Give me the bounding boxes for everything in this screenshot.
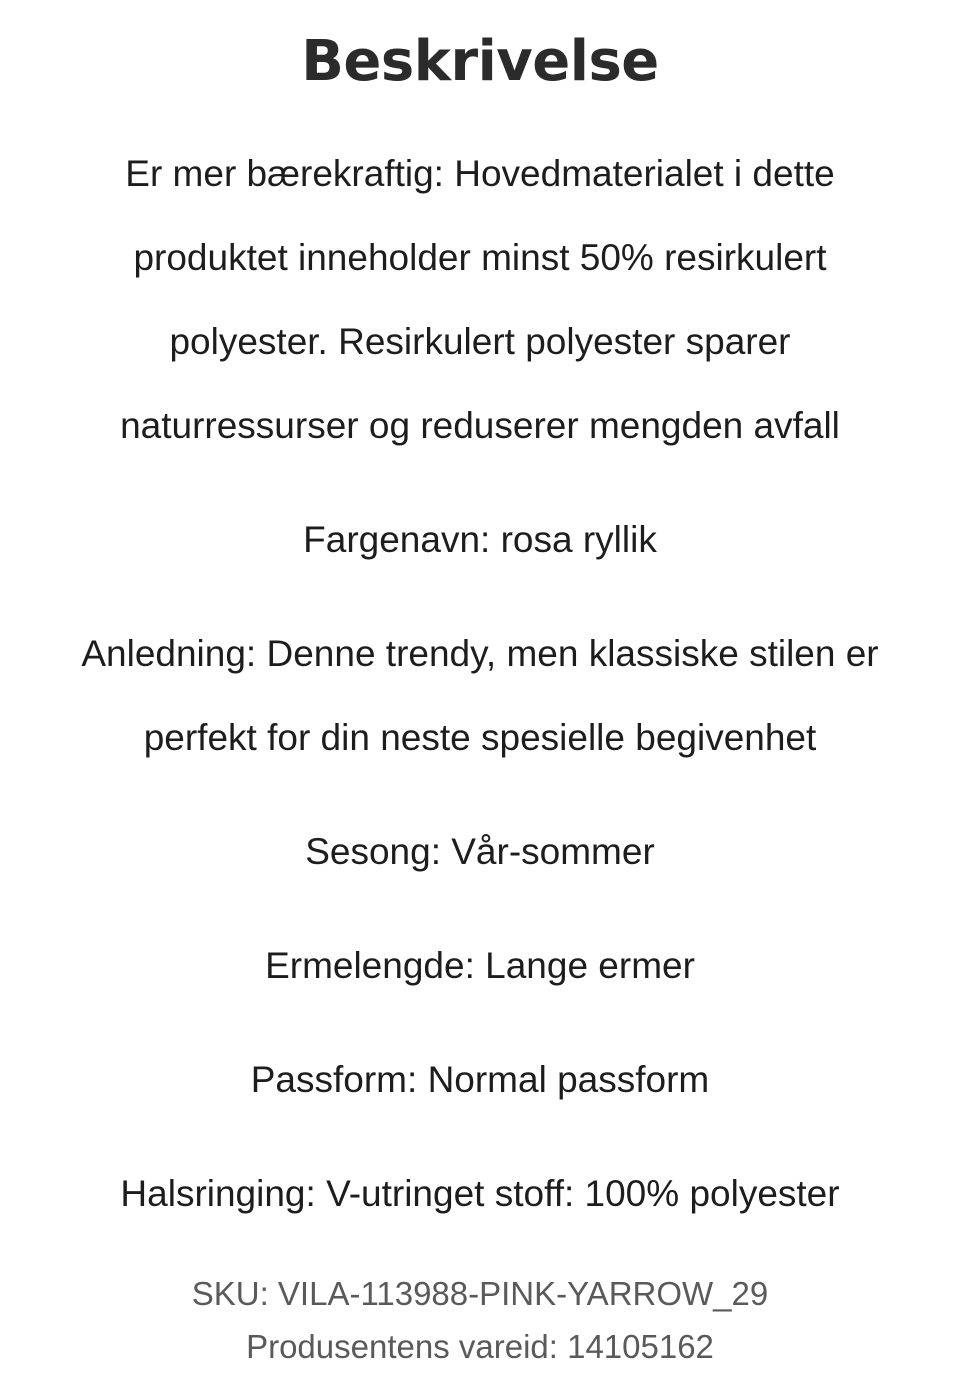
manufacturer-id-text: Produsentens vareid: 14105162 bbox=[246, 1328, 714, 1365]
sleeve-length-text: Ermelengde: Lange ermer bbox=[265, 945, 695, 986]
neckline-material-text: Halsringing: V-utringet stoff: 100% polyester bbox=[120, 1173, 840, 1214]
occasion-text: Anledning: Denne trendy, men klassiske stilen er perfekt for din neste spesielle begivenhet bbox=[81, 633, 879, 758]
section-title: Beskrivelse bbox=[301, 29, 659, 94]
color-name-text: Fargenavn: rosa ryllik bbox=[303, 519, 657, 560]
season-text: Sesong: Vår-sommer bbox=[305, 831, 655, 872]
fit-text: Passform: Normal passform bbox=[250, 1059, 710, 1100]
sustainability-text: Er mer bærekraftig: Hovedmaterialet i dette produktet inneholder minst 50% resirkulert polyester. Resirkulert polyester sparer naturressurser og reduserer mengden avfall bbox=[120, 153, 840, 446]
sku-text: SKU: VILA-113988-PINK-YARROW_29 bbox=[191, 1275, 769, 1312]
